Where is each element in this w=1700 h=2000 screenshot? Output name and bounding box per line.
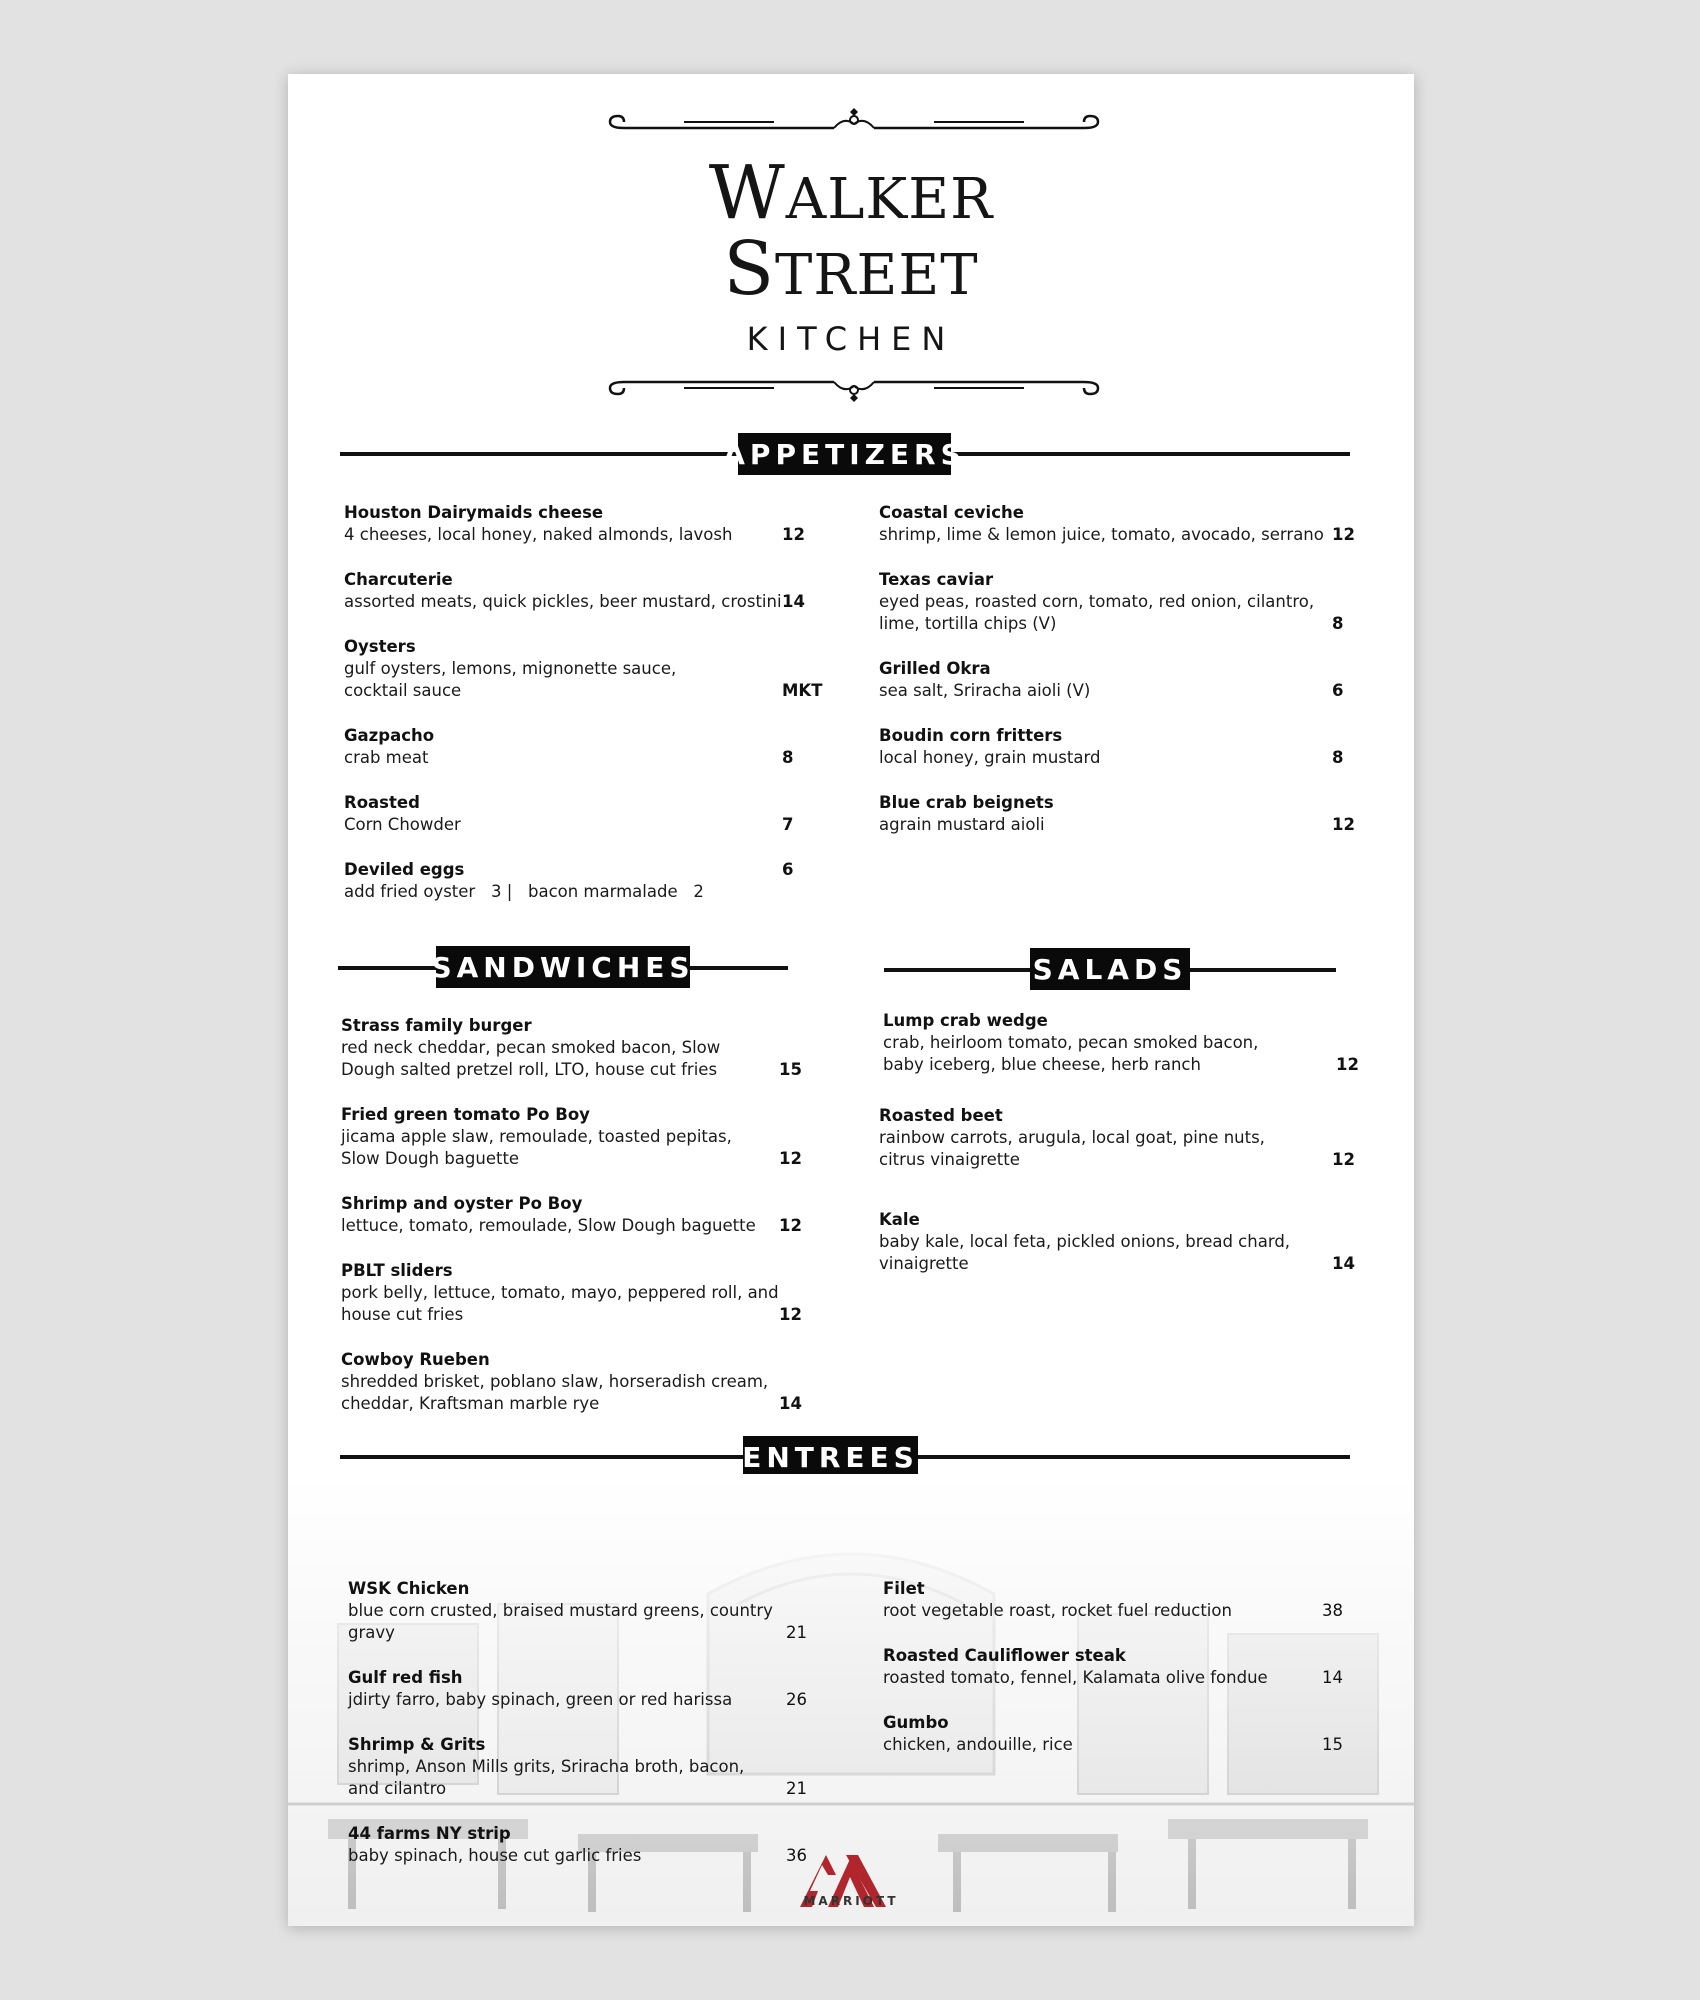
item-price: 26	[786, 1690, 807, 1709]
item-name: Roasted Cauliflower steak	[883, 1646, 1126, 1665]
item-description: chicken, andouille, rice	[883, 1735, 1073, 1754]
item-description: local honey, grain mustard	[879, 748, 1101, 767]
item-price: 14	[779, 1394, 802, 1413]
menu-item	[344, 636, 676, 702]
item-description: agrain mustard aioli	[879, 815, 1045, 834]
menu-item	[879, 569, 1314, 635]
item-description: crab, heirloom tomato, pecan smoked bacon,	[883, 1033, 1259, 1052]
item-description: cheddar, Kraftsman marble rye	[341, 1394, 600, 1413]
item-name: Houston Dairymaids cheese	[344, 503, 604, 522]
item-description: assorted meats, quick pickles, beer mustard, crostini	[344, 592, 782, 611]
item-name: Texas caviar	[879, 570, 994, 589]
item-description: jicama apple slaw, remoulade, toasted pepitas,	[341, 1127, 732, 1146]
item-price: 12	[1332, 1150, 1355, 1169]
item-description: rainbow carrots, arugula, local goat, pine nuts,	[879, 1128, 1265, 1147]
item-name: Roasted beet	[879, 1106, 1003, 1125]
item-description: 4 cheeses, local honey, naked almonds, lavosh	[344, 525, 733, 544]
menu-item	[344, 859, 704, 903]
item-name: Coastal ceviche	[879, 503, 1024, 522]
item-price: 12	[779, 1216, 802, 1235]
item-description: gravy	[348, 1623, 395, 1642]
title-street	[288, 226, 1414, 312]
item-price: 8	[1332, 614, 1344, 633]
menu-item	[879, 658, 1090, 702]
title-walker	[288, 150, 1414, 236]
item-price: 8	[1332, 748, 1344, 767]
item-price: 12	[1332, 525, 1355, 544]
item-name: Shrimp & Grits	[348, 1735, 486, 1754]
item-description: Dough salted pretzel roll, LTO, house cut fries	[341, 1060, 718, 1079]
menu-item	[879, 1105, 1265, 1171]
item-description: baby spinach, house cut garlic fries	[348, 1846, 642, 1865]
item-description: lettuce, tomato, remoulade, Slow Dough baguette	[341, 1216, 756, 1235]
title-street-initial: S	[723, 226, 776, 312]
item-name: Boudin corn fritters	[879, 726, 1063, 745]
item-price: 15	[779, 1060, 802, 1079]
item-name: Fried green tomato Po Boy	[341, 1105, 590, 1124]
item-price: 7	[782, 815, 794, 834]
menu-item	[348, 1578, 773, 1644]
item-name: Gulf red fish	[348, 1668, 463, 1687]
item-name: PBLT sliders	[341, 1261, 453, 1280]
item-price: 38	[1322, 1601, 1343, 1620]
menu-item	[344, 725, 434, 769]
item-price: 12	[782, 525, 805, 544]
item-price: 14	[1322, 1668, 1343, 1687]
marriott-logo-icon	[792, 1834, 892, 1924]
item-price: 21	[786, 1779, 807, 1798]
item-name: Blue crab beignets	[879, 793, 1054, 812]
item-description: shrimp, Anson Mills grits, Sriracha broth, bacon,	[348, 1757, 745, 1776]
item-description: Corn Chowder	[344, 815, 461, 834]
item-price: 14	[782, 592, 805, 611]
item-price: 36	[786, 1846, 807, 1865]
title-street-rest: TREET	[775, 243, 979, 308]
item-name: WSK Chicken	[348, 1579, 470, 1598]
appetizers-heading: APPETIZERS	[738, 433, 951, 475]
item-description: lime, tortilla chips (V)	[879, 614, 1057, 633]
item-description: baby kale, local feta, pickled onions, bread chard,	[879, 1232, 1291, 1251]
item-description: Slow Dough baguette	[341, 1149, 520, 1168]
item-price: 6	[782, 860, 794, 879]
item-description: add fried oyster 3 | bacon marmalade 2	[344, 882, 704, 901]
title-walker-rest: ALKER	[785, 167, 994, 232]
item-description: sea salt, Sriracha aioli (V)	[879, 681, 1091, 700]
item-description: shrimp, lime & lemon juice, tomato, avocado, serrano	[879, 525, 1324, 544]
item-name: Strass family burger	[341, 1016, 532, 1035]
item-description: and cilantro	[348, 1779, 447, 1798]
item-description: eyed peas, roasted corn, tomato, red onion, cilantro,	[879, 592, 1315, 611]
item-name: 44 farms NY strip	[348, 1824, 511, 1843]
item-description: gulf oysters, lemons, mignonette sauce,	[344, 659, 677, 678]
item-name: Gazpacho	[344, 726, 435, 745]
item-description: shredded brisket, poblano slaw, horseradish cream,	[341, 1372, 769, 1391]
menu-item	[344, 502, 732, 546]
item-price: 12	[1336, 1055, 1359, 1074]
item-description: baby iceberg, blue cheese, herb ranch	[883, 1055, 1201, 1074]
menu-item	[879, 1209, 1290, 1275]
menu-item	[879, 725, 1100, 769]
menu-item	[341, 1193, 756, 1237]
item-description: jdirty farro, baby spinach, green or red harissa	[348, 1690, 733, 1709]
item-name: Shrimp and oyster Po Boy	[341, 1194, 583, 1213]
title-kitchen: KITCHEN	[746, 320, 956, 358]
item-description: vinaigrette	[879, 1254, 969, 1273]
menu-item	[879, 792, 1054, 836]
menu-item	[883, 1010, 1258, 1076]
title-walker-initial: W	[708, 150, 786, 236]
menu-item	[348, 1734, 744, 1800]
menu-item	[883, 1712, 1073, 1756]
item-price: 12	[779, 1305, 802, 1324]
item-price: 14	[1332, 1254, 1355, 1273]
menu-item	[344, 792, 461, 836]
item-name: Grilled Okra	[879, 659, 991, 678]
item-name: Oysters	[344, 637, 416, 656]
item-name: Filet	[883, 1579, 925, 1598]
menu-item	[879, 502, 1324, 546]
item-price: MKT	[782, 681, 823, 700]
item-name: Cowboy Rueben	[341, 1350, 490, 1369]
item-description: red neck cheddar, pecan smoked bacon, Slow	[341, 1038, 721, 1057]
item-description: cocktail sauce	[344, 681, 462, 700]
item-name: Deviled eggs	[344, 860, 465, 879]
item-name: Roasted	[344, 793, 420, 812]
menu-item	[341, 1349, 768, 1415]
item-description: house cut fries	[341, 1305, 464, 1324]
item-price: 21	[786, 1623, 807, 1642]
item-description: crab meat	[344, 748, 429, 767]
item-price: 15	[1322, 1735, 1343, 1754]
item-price: 12	[779, 1149, 802, 1168]
menu-item	[344, 569, 782, 613]
sandwiches-heading: SANDWICHES	[436, 946, 690, 988]
item-price: 8	[782, 748, 794, 767]
marriott-wordmark: MARRIOTT	[803, 1894, 899, 1908]
item-name: Charcuterie	[344, 570, 453, 589]
item-description: roasted tomato, fennel, Kalamata olive fondue	[883, 1668, 1268, 1687]
item-description: pork belly, lettuce, tomato, mayo, peppered roll, and	[341, 1283, 779, 1302]
item-name: Kale	[879, 1210, 920, 1229]
menu-item	[341, 1104, 732, 1170]
menu-item	[883, 1578, 1232, 1622]
item-price: 6	[1332, 681, 1344, 700]
item-name: Lump crab wedge	[883, 1011, 1048, 1030]
menu-item	[348, 1823, 641, 1867]
item-description: root vegetable roast, rocket fuel reduction	[883, 1601, 1232, 1620]
menu-page	[288, 74, 1414, 1926]
entrees-heading: ENTREES	[743, 1436, 918, 1478]
bottom-ornament-divider	[604, 368, 1104, 404]
menu-item	[348, 1667, 732, 1711]
menu-item	[341, 1015, 720, 1081]
salads-heading: SALADS	[1030, 948, 1190, 990]
menu-item	[883, 1645, 1268, 1689]
item-price: 12	[1332, 815, 1355, 834]
top-ornament-divider	[604, 106, 1104, 142]
item-description: blue corn crusted, braised mustard greens, country	[348, 1601, 773, 1620]
item-description: citrus vinaigrette	[879, 1150, 1020, 1169]
item-name: Gumbo	[883, 1713, 949, 1732]
menu-item	[341, 1260, 779, 1326]
